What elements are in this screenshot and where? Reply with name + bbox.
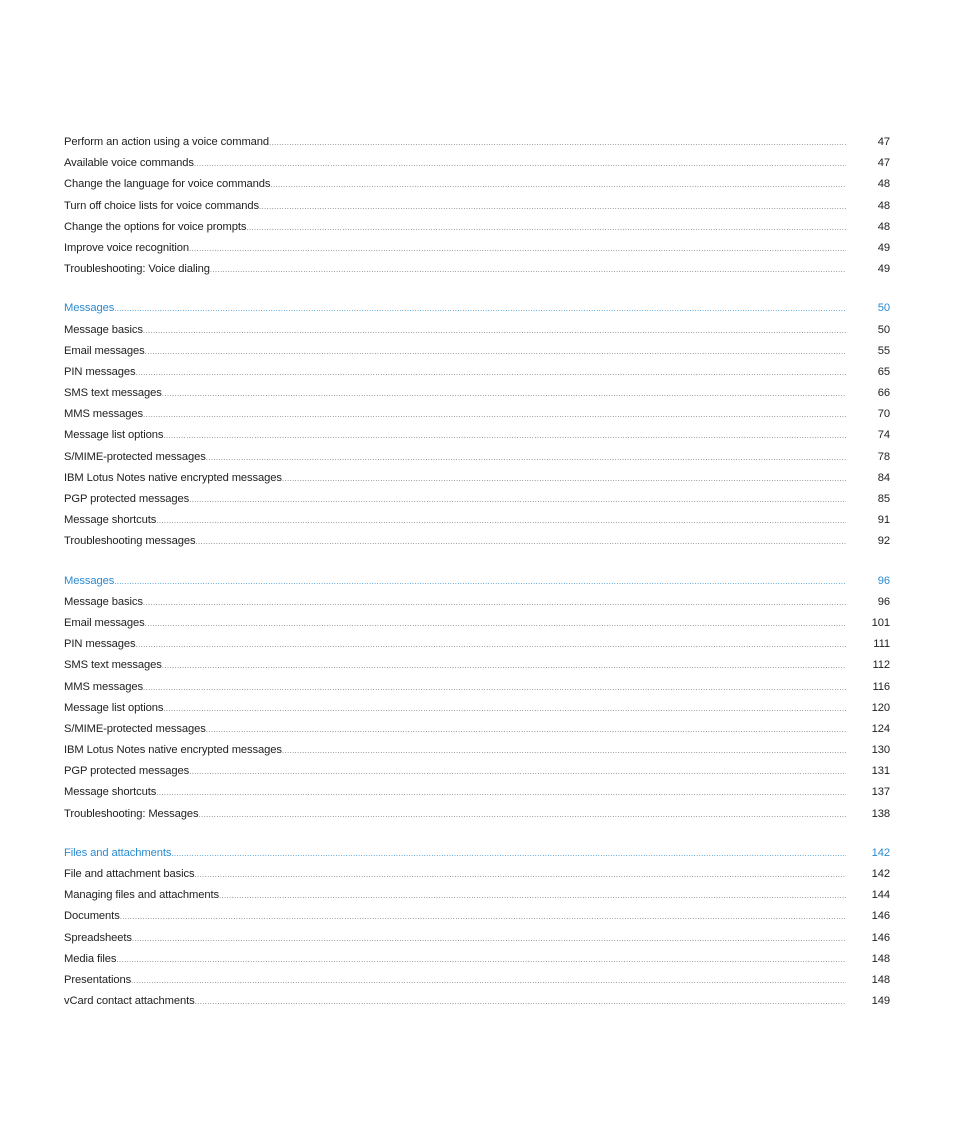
toc-entry-page: 70 [877,408,890,421]
toc-entry-title: Presentations [64,973,132,986]
dot-leader [143,677,846,698]
toc-entry[interactable] [64,906,890,927]
dot-leader [162,655,846,676]
toc-entry-title: Turn off choice lists for voice commands [64,199,259,212]
toc-entry-title: S/MIME-protected messages [64,450,206,463]
toc-entry-title: Email messages [64,616,145,629]
toc-entry[interactable] [64,864,890,885]
toc-entry-title: MMS messages [64,408,143,421]
toc-entry-title: PIN messages [64,365,136,378]
toc-entry-page: 55 [877,344,890,357]
toc-section-page: 50 [877,302,890,315]
toc-entry-page: 66 [877,387,890,400]
dot-leader [189,238,846,259]
toc-entry[interactable] [64,404,890,425]
toc-entry-page: 65 [877,365,890,378]
toc-entry[interactable] [64,489,890,510]
toc-entry-page: 112 [872,659,890,672]
toc-entry-title: MMS messages [64,680,143,693]
toc-section-heading[interactable] [64,298,890,319]
toc-entry-title: Troubleshooting: Voice dialing [64,263,210,276]
toc-entry-title: Message basics [64,595,143,608]
toc-entry-page: 47 [877,136,890,148]
toc-entry-page: 116 [872,680,890,693]
toc-entry-title: Media files [64,952,117,965]
dot-leader [194,864,845,885]
toc-entry-page: 146 [871,931,890,944]
toc-entry-page: 48 [877,178,890,191]
toc-entry-title: Troubleshooting: Messages [64,807,199,820]
dot-leader [131,970,846,991]
toc-entry-title: S/MIME-protected messages [64,722,206,735]
dot-leader [143,404,846,425]
toc-entry-page: 149 [871,995,890,1008]
toc-entry-page: 49 [877,263,890,276]
toc-entry[interactable] [64,740,890,761]
toc-entry[interactable] [64,761,890,782]
toc-entry[interactable] [64,196,890,217]
toc-entry-page: 92 [877,535,890,548]
toc-entry-title: IBM Lotus Notes native encrypted messages [64,471,282,484]
toc-entry-page: 50 [877,323,890,336]
toc-entry[interactable] [64,804,890,825]
toc-entry-title: Troubleshooting messages [64,535,196,548]
toc-entry-title: Spreadsheets [64,931,132,944]
toc-entry-title: Improve voice recognition [64,241,189,254]
dot-leader [156,510,846,531]
dot-leader [132,928,846,949]
toc-entry-title: Email messages [64,344,145,357]
toc-entry[interactable] [64,447,890,468]
toc-entry[interactable] [64,320,890,341]
toc-entry-page: 124 [871,722,890,735]
toc-entry[interactable] [64,217,890,238]
toc-entry-title: Message list options [64,701,164,714]
toc-entry[interactable] [64,949,890,970]
toc-entry[interactable] [64,928,890,949]
toc-entry[interactable] [64,238,890,259]
toc-entry-title: File and attachment basics [64,868,195,880]
toc-section-title: Messages [64,302,115,315]
toc-entry-page: 49 [877,241,890,254]
toc-entry-title: Managing files and attachments [64,889,219,902]
dot-leader [195,991,846,1012]
toc-group [64,298,890,552]
toc-section-page: 142 [871,846,890,859]
dot-leader [162,383,846,404]
toc-group [64,571,890,825]
toc-entry-page: 111 [873,638,890,651]
dot-leader [282,468,846,489]
toc-entry-page: 130 [871,744,890,757]
toc-section-heading[interactable] [64,843,890,864]
dot-leader [114,298,846,319]
dot-leader [206,447,846,468]
toc-entry-title: PGP protected messages [64,493,190,505]
toc-entry-page: 48 [877,199,890,212]
toc-entry-title: Message shortcuts [64,786,157,799]
toc-section-heading[interactable] [64,571,890,592]
toc-entry[interactable] [64,991,890,1012]
toc-entry-title: Documents [64,910,120,923]
dot-leader [246,217,846,238]
toc-entry-title: Change the options for voice prompts [64,220,247,233]
dot-leader [189,761,846,782]
toc-entry[interactable] [64,132,890,153]
toc-entry[interactable] [64,634,890,655]
toc-entry-page: 138 [871,807,890,820]
toc-entry[interactable] [64,259,890,280]
dot-leader [259,196,846,217]
toc-entry[interactable] [64,510,890,531]
toc-entry-page: 48 [877,220,890,233]
toc-entry-title: PIN messages [64,638,136,651]
toc-entry[interactable] [64,885,890,906]
toc-entry-title: IBM Lotus Notes native encrypted messages [64,744,282,757]
toc-entry-page: 146 [871,910,890,923]
dot-leader [145,341,846,362]
toc-group [64,843,890,1013]
toc-entry-page: 142 [871,868,890,880]
dot-leader [199,804,846,825]
toc-entry-page: 148 [871,952,890,965]
dot-leader [143,592,846,613]
toc-entry-page: 131 [871,765,890,778]
dot-leader [163,425,846,446]
dot-leader [116,949,845,970]
toc-entry-page: 91 [877,514,890,527]
dot-leader [189,489,846,510]
dot-leader [269,132,846,153]
toc-entry[interactable] [64,362,890,383]
toc-entry[interactable] [64,531,890,552]
toc-entry[interactable] [64,677,890,698]
dot-leader [114,571,846,592]
toc-entry-title: SMS text messages [64,659,162,672]
dot-leader [171,843,845,864]
toc-entry-title: Message list options [64,429,164,442]
dot-leader [120,906,846,927]
toc-entry[interactable] [64,592,890,613]
toc-entry[interactable] [64,383,890,404]
dot-leader [156,782,845,803]
toc-entry-title: PGP protected messages [64,765,190,778]
dot-leader [136,634,846,655]
toc-entry-page: 47 [877,157,890,170]
toc-entry-title: Available voice commands [64,157,194,170]
toc-entry[interactable] [64,970,890,991]
dot-leader [136,362,846,383]
toc-section-title: Messages [64,574,115,587]
toc-group [64,132,890,280]
toc-entry-title: Message shortcuts [64,514,157,527]
toc-entry-title: SMS text messages [64,387,162,400]
toc-entry[interactable] [64,153,890,174]
toc-entry-page: 144 [871,889,890,902]
dot-leader [210,259,846,280]
dot-leader [219,885,846,906]
toc-entry[interactable] [64,655,890,676]
toc-entry-title: vCard contact attachments [64,995,195,1008]
toc-entry[interactable] [64,698,890,719]
dot-leader [145,613,846,634]
toc-entry-page: 78 [877,450,890,463]
toc-entry[interactable] [64,719,890,740]
dot-leader [194,153,846,174]
toc-section-title: Files and attachments [64,846,172,859]
toc-entry-title: Message basics [64,323,143,336]
toc-entry[interactable] [64,613,890,634]
dot-leader [270,174,846,195]
table-of-contents [64,132,890,1030]
toc-entry-page: 84 [877,471,890,484]
toc-entry-page: 148 [871,973,890,986]
toc-entry[interactable] [64,425,890,446]
toc-entry[interactable] [64,468,890,489]
toc-entry-title: Perform an action using a voice command [64,136,270,148]
toc-section-page: 96 [877,574,890,587]
dot-leader [206,719,846,740]
toc-entry-title: Change the language for voice commands [64,178,271,191]
toc-entry-page: 96 [877,595,890,608]
toc-entry-page: 120 [871,701,890,714]
dot-leader [196,531,846,552]
toc-entry-page: 74 [877,429,890,442]
toc-entry-page: 137 [871,786,890,799]
dot-leader [282,740,846,761]
toc-entry-page: 101 [871,616,890,629]
toc-entry[interactable] [64,174,890,195]
toc-entry[interactable] [64,341,890,362]
toc-entry-page: 85 [877,493,890,505]
dot-leader [143,320,846,341]
dot-leader [163,698,845,719]
toc-entry[interactable] [64,782,890,803]
